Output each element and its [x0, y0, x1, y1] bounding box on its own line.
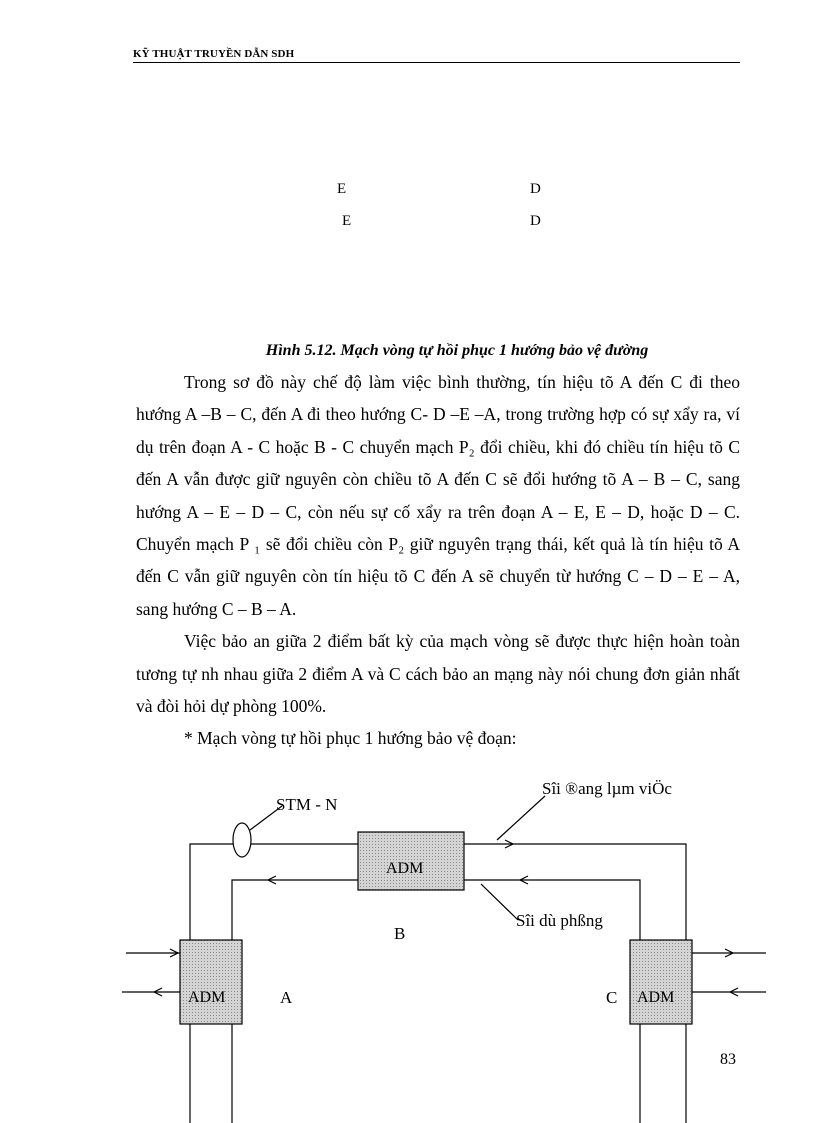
- top-label-e1: E: [337, 181, 347, 197]
- adm-label-c: ADM: [637, 989, 675, 1006]
- working-fiber-pointer: [497, 796, 545, 840]
- top-label-d1: D: [530, 181, 541, 197]
- adm-box-a: [180, 940, 242, 1024]
- body-text: [136, 366, 740, 755]
- stm-n-label: STM - N: [276, 795, 338, 814]
- protection-fiber-label: Sîi dù phßng: [516, 911, 603, 930]
- node-label-c: C: [606, 988, 618, 1007]
- paragraph-1: Trong sơ đồ này chế độ làm việc bình thường, tín hiệu tõ A đến C đi theo hướng A –B – C, đến A đi theo hướng C- D –E –A, trong trường hợp có sự xẩy ra, ví dụ trên đoạn A - C hoặc B - C chuyển mạch P₂ đổi chiều, khi đó chiều tín hiệu tõ C đến A vẫn được giữ nguyên còn chiều tõ A đến C sẽ đổi hướng tõ A – B – C, sang hướng A – E – D – C, còn nếu sự cố xẩy ra trên đoạn A – E, E – D, hoặc D – C. Chuyển mạch P ₁ sẽ đổi chiều còn P₂ giữ nguyên trạng thái, kết quả là tín hiệu tõ A đến C vẫn giữ nguyên còn tín hiệu tõ C đến A sẽ chuyển từ hướng C – D – E – A, sang hướng C – B – A.: [136, 372, 740, 619]
- ring-diagram: [0, 760, 816, 1123]
- running-header: KỸ THUẬT TRUYỀN DẪN SDH: [133, 48, 295, 60]
- top-label-d2: D: [530, 213, 541, 229]
- paragraph-2: Việc bảo an giữa 2 điểm bất kỳ của mạch vòng sẽ được thực hiện hoàn toàn tương tự nh nhau giữa 2 điểm A và C cách bảo an mạng này nói chung đơn giản nhất và đòi hỏi dự phòng 100%.: [136, 631, 740, 717]
- header-rule: [133, 62, 740, 63]
- page-number: 83: [720, 1051, 736, 1068]
- node-label-a: A: [280, 988, 293, 1007]
- adm-label-b: ADM: [386, 860, 424, 877]
- tributary-a: [122, 949, 180, 996]
- top-label-e2: E: [342, 213, 352, 229]
- figure-caption: Hình 5.12. Mạch vòng tự hồi phục 1 hướng bảo vệ đường: [265, 342, 649, 359]
- working-fiber-label: Sîi ®ang lµm viÖc: [542, 779, 672, 798]
- paragraph-3: * Mạch vòng tự hồi phục 1 hướng bảo vệ đoạn:: [184, 728, 517, 749]
- protection-fiber-pointer: [481, 884, 518, 920]
- adm-label-a: ADM: [188, 989, 226, 1006]
- adm-box-c: [630, 940, 692, 1024]
- node-label-b: B: [394, 924, 406, 943]
- stm-n-marker: [233, 823, 251, 857]
- tributary-c: [692, 949, 766, 996]
